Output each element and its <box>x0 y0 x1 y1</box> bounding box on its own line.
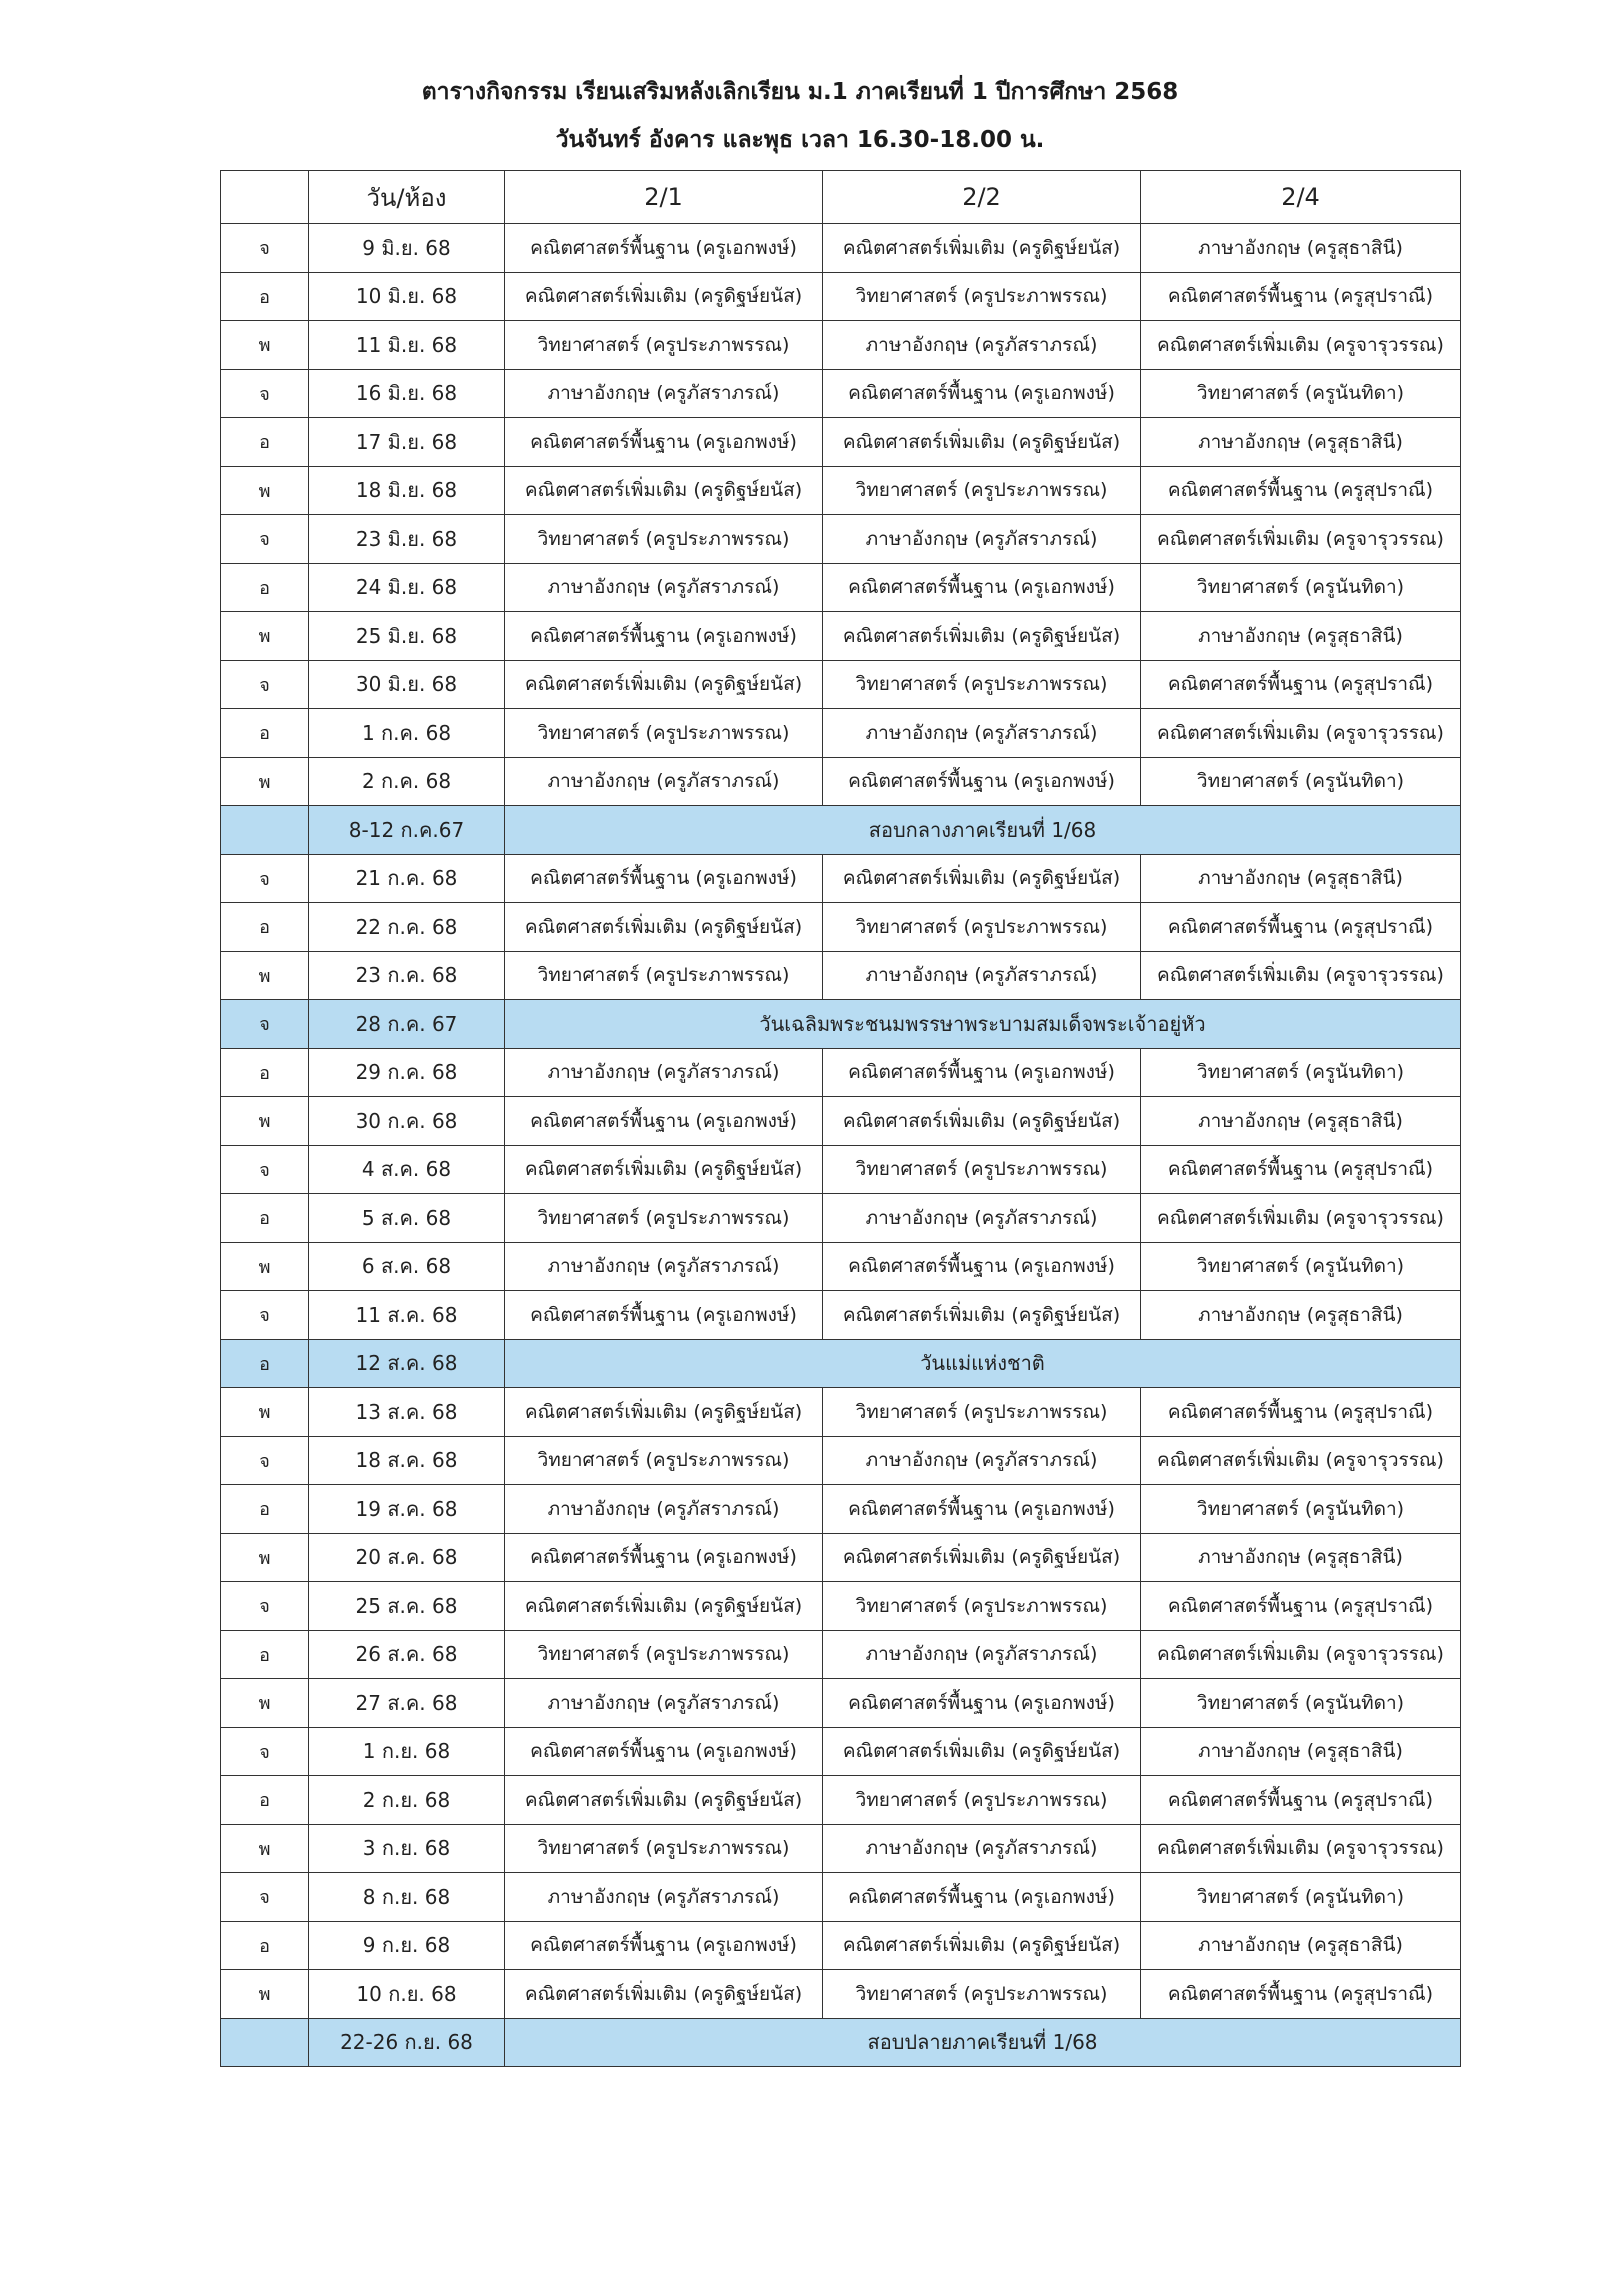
event-row <box>221 806 1461 855</box>
room-2-4-cell: คณิตศาสตร์เพิ่มเติม (ครูจารุวรรณ) <box>1141 515 1461 564</box>
room-2-1-cell: ภาษาอังกฤษ (ครูภัสราภรณ์) <box>505 563 823 612</box>
room-2-1-cell: วิทยาศาสตร์ (ครูประภาพรรณ) <box>505 515 823 564</box>
date-cell: 18 มิ.ย. 68 <box>309 466 505 515</box>
schedule-table <box>220 170 1461 2067</box>
date-cell: 4 ส.ค. 68 <box>309 1145 505 1194</box>
header-room-2-2: 2/2 <box>823 171 1141 224</box>
room-2-2-cell: คณิตศาสตร์พื้นฐาน (ครูเอกพงษ์) <box>823 1485 1141 1534</box>
room-2-4-cell: คณิตศาสตร์พื้นฐาน (ครูสุปราณี) <box>1141 1582 1461 1631</box>
date-cell: 30 ก.ค. 68 <box>309 1097 505 1146</box>
room-2-4-cell: วิทยาศาสตร์ (ครูนันทิดา) <box>1141 369 1461 418</box>
room-2-4-cell: คณิตศาสตร์เพิ่มเติม (ครูจารุวรรณ) <box>1141 1824 1461 1873</box>
day-cell: จ <box>221 515 309 564</box>
room-2-4-cell: คณิตศาสตร์พื้นฐาน (ครูสุปราณี) <box>1141 903 1461 952</box>
date-cell: 22 ก.ค. 68 <box>309 903 505 952</box>
room-2-4-cell: ภาษาอังกฤษ (ครูสุธาสินี) <box>1141 854 1461 903</box>
room-2-1-cell: ภาษาอังกฤษ (ครูภัสราภรณ์) <box>505 1873 823 1922</box>
date-cell: 23 ก.ค. 68 <box>309 951 505 1000</box>
schedule-row <box>221 515 1461 564</box>
schedule-row <box>221 1194 1461 1243</box>
room-2-4-cell: คณิตศาสตร์เพิ่มเติม (ครูจารุวรรณ) <box>1141 951 1461 1000</box>
date-cell: 3 ก.ย. 68 <box>309 1824 505 1873</box>
day-cell <box>221 2018 309 2067</box>
page-subtitle: วันจันทร์ อังคาร และพุธ เวลา 16.30-18.00 น. <box>555 127 1045 153</box>
day-cell: อ <box>221 1339 309 1388</box>
room-2-2-cell: คณิตศาสตร์เพิ่มเติม (ครูดิฐษ์ยนัส) <box>823 1533 1141 1582</box>
schedule-row <box>221 1048 1461 1097</box>
schedule-row <box>221 1776 1461 1825</box>
room-2-2-cell: วิทยาศาสตร์ (ครูประภาพรรณ) <box>823 1388 1141 1437</box>
event-row <box>221 1339 1461 1388</box>
room-2-2-cell: ภาษาอังกฤษ (ครูภัสราภรณ์) <box>823 951 1141 1000</box>
room-2-2-cell: คณิตศาสตร์พื้นฐาน (ครูเอกพงษ์) <box>823 1679 1141 1728</box>
room-2-2-cell: วิทยาศาสตร์ (ครูประภาพรรณ) <box>823 272 1141 321</box>
schedule-row <box>221 1097 1461 1146</box>
day-cell: จ <box>221 1873 309 1922</box>
room-2-1-cell: คณิตศาสตร์พื้นฐาน (ครูเอกพงษ์) <box>505 1097 823 1146</box>
date-cell: 26 ส.ค. 68 <box>309 1630 505 1679</box>
date-cell: 1 ก.ค. 68 <box>309 709 505 758</box>
room-2-4-cell: ภาษาอังกฤษ (ครูสุธาสินี) <box>1141 1921 1461 1970</box>
date-cell: 25 ส.ค. 68 <box>309 1582 505 1631</box>
room-2-4-cell: วิทยาศาสตร์ (ครูนันทิดา) <box>1141 1873 1461 1922</box>
room-2-4-cell: คณิตศาสตร์เพิ่มเติม (ครูจารุวรรณ) <box>1141 1630 1461 1679</box>
room-2-2-cell: วิทยาศาสตร์ (ครูประภาพรรณ) <box>823 1970 1141 2019</box>
room-2-1-cell: คณิตศาสตร์เพิ่มเติม (ครูดิฐษ์ยนัส) <box>505 1388 823 1437</box>
day-cell: พ <box>221 1533 309 1582</box>
room-2-2-cell: ภาษาอังกฤษ (ครูภัสราภรณ์) <box>823 709 1141 758</box>
day-cell: พ <box>221 1679 309 1728</box>
date-cell: 17 มิ.ย. 68 <box>309 418 505 467</box>
room-2-4-cell: คณิตศาสตร์เพิ่มเติม (ครูจารุวรรณ) <box>1141 1194 1461 1243</box>
room-2-1-cell: วิทยาศาสตร์ (ครูประภาพรรณ) <box>505 1436 823 1485</box>
day-cell: พ <box>221 1097 309 1146</box>
room-2-4-cell: คณิตศาสตร์พื้นฐาน (ครูสุปราณี) <box>1141 1970 1461 2019</box>
day-cell: อ <box>221 1485 309 1534</box>
room-2-4-cell: วิทยาศาสตร์ (ครูนันทิดา) <box>1141 1485 1461 1534</box>
date-cell: 12 ส.ค. 68 <box>309 1339 505 1388</box>
room-2-2-cell: ภาษาอังกฤษ (ครูภัสราภรณ์) <box>823 1824 1141 1873</box>
date-cell: 18 ส.ค. 68 <box>309 1436 505 1485</box>
day-cell: พ <box>221 757 309 806</box>
header-room-2-4: 2/4 <box>1141 171 1461 224</box>
room-2-4-cell: วิทยาศาสตร์ (ครูนันทิดา) <box>1141 563 1461 612</box>
date-cell: 10 มิ.ย. 68 <box>309 272 505 321</box>
room-2-4-cell: คณิตศาสตร์พื้นฐาน (ครูสุปราณี) <box>1141 1776 1461 1825</box>
schedule-row <box>221 1291 1461 1340</box>
room-2-1-cell: คณิตศาสตร์พื้นฐาน (ครูเอกพงษ์) <box>505 1291 823 1340</box>
day-cell: จ <box>221 854 309 903</box>
room-2-2-cell: คณิตศาสตร์พื้นฐาน (ครูเอกพงษ์) <box>823 1242 1141 1291</box>
room-2-4-cell: คณิตศาสตร์เพิ่มเติม (ครูจารุวรรณ) <box>1141 709 1461 758</box>
date-cell: 19 ส.ค. 68 <box>309 1485 505 1534</box>
schedule-row <box>221 1921 1461 1970</box>
room-2-4-cell: ภาษาอังกฤษ (ครูสุธาสินี) <box>1141 1727 1461 1776</box>
schedule-row <box>221 224 1461 273</box>
room-2-1-cell: วิทยาศาสตร์ (ครูประภาพรรณ) <box>505 709 823 758</box>
room-2-4-cell: วิทยาศาสตร์ (ครูนันทิดา) <box>1141 1048 1461 1097</box>
room-2-2-cell: คณิตศาสตร์เพิ่มเติม (ครูดิฐษ์ยนัส) <box>823 224 1141 273</box>
room-2-2-cell: ภาษาอังกฤษ (ครูภัสราภรณ์) <box>823 515 1141 564</box>
date-cell: 2 ก.ค. 68 <box>309 757 505 806</box>
room-2-1-cell: วิทยาศาสตร์ (ครูประภาพรรณ) <box>505 321 823 370</box>
room-2-2-cell: วิทยาศาสตร์ (ครูประภาพรรณ) <box>823 1776 1141 1825</box>
room-2-1-cell: คณิตศาสตร์เพิ่มเติม (ครูดิฐษ์ยนัส) <box>505 1145 823 1194</box>
room-2-1-cell: ภาษาอังกฤษ (ครูภัสราภรณ์) <box>505 1679 823 1728</box>
day-cell: อ <box>221 903 309 952</box>
room-2-2-cell: คณิตศาสตร์เพิ่มเติม (ครูดิฐษ์ยนัส) <box>823 1921 1141 1970</box>
room-2-2-cell: คณิตศาสตร์พื้นฐาน (ครูเอกพงษ์) <box>823 563 1141 612</box>
day-cell: พ <box>221 951 309 1000</box>
schedule-row <box>221 1630 1461 1679</box>
room-2-4-cell: คณิตศาสตร์พื้นฐาน (ครูสุปราณี) <box>1141 466 1461 515</box>
room-2-4-cell: คณิตศาสตร์เพิ่มเติม (ครูจารุวรรณ) <box>1141 321 1461 370</box>
room-2-1-cell: คณิตศาสตร์พื้นฐาน (ครูเอกพงษ์) <box>505 1533 823 1582</box>
schedule-row <box>221 1485 1461 1534</box>
schedule-row <box>221 1873 1461 1922</box>
room-2-2-cell: วิทยาศาสตร์ (ครูประภาพรรณ) <box>823 466 1141 515</box>
room-2-2-cell: คณิตศาสตร์พื้นฐาน (ครูเอกพงษ์) <box>823 757 1141 806</box>
date-cell: 23 มิ.ย. 68 <box>309 515 505 564</box>
schedule-row <box>221 709 1461 758</box>
room-2-2-cell: คณิตศาสตร์เพิ่มเติม (ครูดิฐษ์ยนัส) <box>823 418 1141 467</box>
schedule-row <box>221 369 1461 418</box>
room-2-1-cell: วิทยาศาสตร์ (ครูประภาพรรณ) <box>505 1194 823 1243</box>
room-2-1-cell: คณิตศาสตร์เพิ่มเติม (ครูดิฐษ์ยนัส) <box>505 660 823 709</box>
room-2-2-cell: วิทยาศาสตร์ (ครูประภาพรรณ) <box>823 903 1141 952</box>
schedule-row <box>221 1145 1461 1194</box>
event-label: สอบกลางภาคเรียนที่ 1/68 <box>505 806 1461 855</box>
room-2-2-cell: คณิตศาสตร์พื้นฐาน (ครูเอกพงษ์) <box>823 1873 1141 1922</box>
day-cell: พ <box>221 1242 309 1291</box>
event-label: สอบปลายภาคเรียนที่ 1/68 <box>505 2018 1461 2067</box>
day-cell: อ <box>221 272 309 321</box>
room-2-1-cell: คณิตศาสตร์พื้นฐาน (ครูเอกพงษ์) <box>505 418 823 467</box>
room-2-1-cell: คณิตศาสตร์พื้นฐาน (ครูเอกพงษ์) <box>505 1921 823 1970</box>
room-2-2-cell: วิทยาศาสตร์ (ครูประภาพรรณ) <box>823 1145 1141 1194</box>
schedule-row <box>221 1679 1461 1728</box>
schedule-row <box>221 903 1461 952</box>
date-cell: 28 ก.ค. 67 <box>309 1000 505 1049</box>
room-2-2-cell: คณิตศาสตร์เพิ่มเติม (ครูดิฐษ์ยนัส) <box>823 612 1141 661</box>
day-cell: จ <box>221 1145 309 1194</box>
room-2-1-cell: ภาษาอังกฤษ (ครูภัสราภรณ์) <box>505 369 823 418</box>
day-cell: จ <box>221 1291 309 1340</box>
room-2-2-cell: ภาษาอังกฤษ (ครูภัสราภรณ์) <box>823 321 1141 370</box>
day-cell: อ <box>221 1921 309 1970</box>
room-2-1-cell: วิทยาศาสตร์ (ครูประภาพรรณ) <box>505 951 823 1000</box>
room-2-2-cell: วิทยาศาสตร์ (ครูประภาพรรณ) <box>823 660 1141 709</box>
date-cell: 2 ก.ย. 68 <box>309 1776 505 1825</box>
room-2-1-cell: คณิตศาสตร์เพิ่มเติม (ครูดิฐษ์ยนัส) <box>505 1970 823 2019</box>
room-2-1-cell: คณิตศาสตร์พื้นฐาน (ครูเอกพงษ์) <box>505 854 823 903</box>
date-cell: 24 มิ.ย. 68 <box>309 563 505 612</box>
day-cell <box>221 806 309 855</box>
date-cell: 20 ส.ค. 68 <box>309 1533 505 1582</box>
schedule-row <box>221 418 1461 467</box>
day-cell: พ <box>221 1824 309 1873</box>
room-2-4-cell: คณิตศาสตร์พื้นฐาน (ครูสุปราณี) <box>1141 1145 1461 1194</box>
schedule-row <box>221 321 1461 370</box>
date-cell: 11 มิ.ย. 68 <box>309 321 505 370</box>
room-2-4-cell: ภาษาอังกฤษ (ครูสุธาสินี) <box>1141 1533 1461 1582</box>
room-2-4-cell: ภาษาอังกฤษ (ครูสุธาสินี) <box>1141 224 1461 273</box>
date-cell: 9 มิ.ย. 68 <box>309 224 505 273</box>
room-2-1-cell: คณิตศาสตร์พื้นฐาน (ครูเอกพงษ์) <box>505 612 823 661</box>
room-2-1-cell: คณิตศาสตร์เพิ่มเติม (ครูดิฐษ์ยนัส) <box>505 903 823 952</box>
room-2-2-cell: คณิตศาสตร์เพิ่มเติม (ครูดิฐษ์ยนัส) <box>823 854 1141 903</box>
room-2-1-cell: คณิตศาสตร์พื้นฐาน (ครูเอกพงษ์) <box>505 1727 823 1776</box>
header-room-2-1: 2/1 <box>505 171 823 224</box>
date-cell: 8 ก.ย. 68 <box>309 1873 505 1922</box>
day-cell: อ <box>221 563 309 612</box>
day-cell: พ <box>221 1388 309 1437</box>
schedule-row <box>221 1824 1461 1873</box>
day-cell: จ <box>221 660 309 709</box>
room-2-2-cell: คณิตศาสตร์เพิ่มเติม (ครูดิฐษ์ยนัส) <box>823 1727 1141 1776</box>
room-2-1-cell: คณิตศาสตร์พื้นฐาน (ครูเอกพงษ์) <box>505 224 823 273</box>
schedule-row <box>221 660 1461 709</box>
day-cell: พ <box>221 612 309 661</box>
room-2-4-cell: ภาษาอังกฤษ (ครูสุธาสินี) <box>1141 1097 1461 1146</box>
room-2-2-cell: วิทยาศาสตร์ (ครูประภาพรรณ) <box>823 1582 1141 1631</box>
schedule-row <box>221 951 1461 1000</box>
day-cell: พ <box>221 321 309 370</box>
header-row <box>221 171 1461 224</box>
day-cell: จ <box>221 1727 309 1776</box>
day-cell: จ <box>221 1000 309 1049</box>
room-2-1-cell: คณิตศาสตร์เพิ่มเติม (ครูดิฐษ์ยนัส) <box>505 1776 823 1825</box>
date-cell: 1 ก.ย. 68 <box>309 1727 505 1776</box>
room-2-4-cell: ภาษาอังกฤษ (ครูสุธาสินี) <box>1141 612 1461 661</box>
schedule-row <box>221 466 1461 515</box>
event-row <box>221 1000 1461 1049</box>
schedule-body <box>221 224 1461 2067</box>
day-cell: อ <box>221 1776 309 1825</box>
room-2-4-cell: คณิตศาสตร์เพิ่มเติม (ครูจารุวรรณ) <box>1141 1436 1461 1485</box>
room-2-2-cell: คณิตศาสตร์เพิ่มเติม (ครูดิฐษ์ยนัส) <box>823 1097 1141 1146</box>
room-2-2-cell: ภาษาอังกฤษ (ครูภัสราภรณ์) <box>823 1194 1141 1243</box>
schedule-row <box>221 757 1461 806</box>
day-cell: พ <box>221 466 309 515</box>
day-cell: อ <box>221 1194 309 1243</box>
room-2-4-cell: คณิตศาสตร์พื้นฐาน (ครูสุปราณี) <box>1141 660 1461 709</box>
date-cell: 16 มิ.ย. 68 <box>309 369 505 418</box>
schedule-row <box>221 1388 1461 1437</box>
room-2-1-cell: วิทยาศาสตร์ (ครูประภาพรรณ) <box>505 1824 823 1873</box>
date-cell: 25 มิ.ย. 68 <box>309 612 505 661</box>
day-cell: พ <box>221 1970 309 2019</box>
room-2-1-cell: ภาษาอังกฤษ (ครูภัสราภรณ์) <box>505 1485 823 1534</box>
page-title: ตารางกิจกรรม เรียนเสริมหลังเลิกเรียน ม.1 ภาคเรียนที่ 1 ปีการศึกษา 2568 <box>421 79 1179 105</box>
day-cell: อ <box>221 1630 309 1679</box>
date-cell: 13 ส.ค. 68 <box>309 1388 505 1437</box>
day-cell: จ <box>221 1436 309 1485</box>
schedule-row <box>221 272 1461 321</box>
event-row <box>221 2018 1461 2067</box>
room-2-2-cell: คณิตศาสตร์พื้นฐาน (ครูเอกพงษ์) <box>823 369 1141 418</box>
date-cell: 8-12 ก.ค.67 <box>309 806 505 855</box>
date-cell: 9 ก.ย. 68 <box>309 1921 505 1970</box>
schedule-row <box>221 1533 1461 1582</box>
room-2-1-cell: ภาษาอังกฤษ (ครูภัสราภรณ์) <box>505 1048 823 1097</box>
day-cell: อ <box>221 1048 309 1097</box>
room-2-1-cell: คณิตศาสตร์เพิ่มเติม (ครูดิฐษ์ยนัส) <box>505 272 823 321</box>
room-2-2-cell: ภาษาอังกฤษ (ครูภัสราภรณ์) <box>823 1630 1141 1679</box>
day-cell: อ <box>221 418 309 467</box>
room-2-2-cell: คณิตศาสตร์เพิ่มเติม (ครูดิฐษ์ยนัส) <box>823 1291 1141 1340</box>
day-cell: จ <box>221 1582 309 1631</box>
room-2-1-cell: คณิตศาสตร์เพิ่มเติม (ครูดิฐษ์ยนัส) <box>505 466 823 515</box>
schedule-row <box>221 1727 1461 1776</box>
room-2-4-cell: วิทยาศาสตร์ (ครูนันทิดา) <box>1141 1679 1461 1728</box>
room-2-4-cell: ภาษาอังกฤษ (ครูสุธาสินี) <box>1141 1291 1461 1340</box>
date-cell: 11 ส.ค. 68 <box>309 1291 505 1340</box>
room-2-1-cell: คณิตศาสตร์เพิ่มเติม (ครูดิฐษ์ยนัส) <box>505 1582 823 1631</box>
date-cell: 27 ส.ค. 68 <box>309 1679 505 1728</box>
date-cell: 21 ก.ค. 68 <box>309 854 505 903</box>
schedule-row <box>221 1436 1461 1485</box>
schedule-row <box>221 1242 1461 1291</box>
room-2-1-cell: ภาษาอังกฤษ (ครูภัสราภรณ์) <box>505 1242 823 1291</box>
schedule-row <box>221 563 1461 612</box>
schedule-row <box>221 1582 1461 1631</box>
room-2-2-cell: คณิตศาสตร์พื้นฐาน (ครูเอกพงษ์) <box>823 1048 1141 1097</box>
room-2-4-cell: ภาษาอังกฤษ (ครูสุธาสินี) <box>1141 418 1461 467</box>
date-cell: 22-26 ก.ย. 68 <box>309 2018 505 2067</box>
room-2-4-cell: คณิตศาสตร์พื้นฐาน (ครูสุปราณี) <box>1141 1388 1461 1437</box>
room-2-4-cell: วิทยาศาสตร์ (ครูนันทิดา) <box>1141 1242 1461 1291</box>
date-cell: 6 ส.ค. 68 <box>309 1242 505 1291</box>
date-cell: 10 ก.ย. 68 <box>309 1970 505 2019</box>
date-cell: 30 มิ.ย. 68 <box>309 660 505 709</box>
day-cell: จ <box>221 224 309 273</box>
event-label: วันแม่แห่งชาติ <box>505 1339 1461 1388</box>
event-label: วันเฉลิมพระชนมพรรษาพระบามสมเด็จพระเจ้าอยู่หัว <box>505 1000 1461 1049</box>
schedule-row <box>221 1970 1461 2019</box>
schedule-row <box>221 854 1461 903</box>
day-cell: จ <box>221 369 309 418</box>
date-cell: 29 ก.ค. 68 <box>309 1048 505 1097</box>
schedule-row <box>221 612 1461 661</box>
date-cell: 5 ส.ค. 68 <box>309 1194 505 1243</box>
room-2-4-cell: คณิตศาสตร์พื้นฐาน (ครูสุปราณี) <box>1141 272 1461 321</box>
header-date-room: วัน/ห้อง <box>309 171 505 224</box>
room-2-1-cell: ภาษาอังกฤษ (ครูภัสราภรณ์) <box>505 757 823 806</box>
room-2-4-cell: วิทยาศาสตร์ (ครูนันทิดา) <box>1141 757 1461 806</box>
header-day <box>221 171 309 224</box>
room-2-1-cell: วิทยาศาสตร์ (ครูประภาพรรณ) <box>505 1630 823 1679</box>
day-cell: อ <box>221 709 309 758</box>
room-2-2-cell: ภาษาอังกฤษ (ครูภัสราภรณ์) <box>823 1436 1141 1485</box>
